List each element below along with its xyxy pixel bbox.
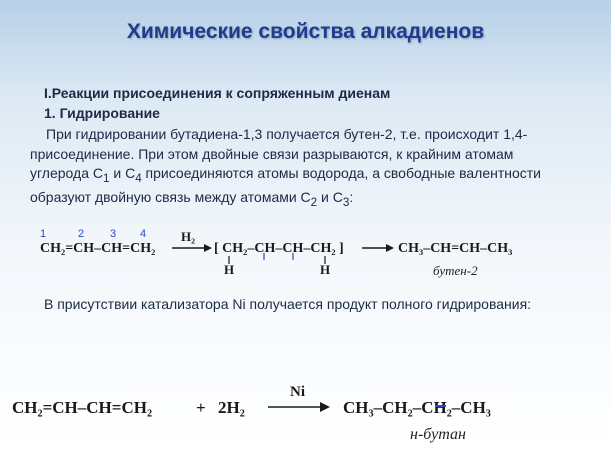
eq2-product-name: н-бутан [410, 426, 466, 443]
eq1-intermediate: [ CH₂–CH–CH–CH₂ ] [214, 241, 344, 256]
paragraph-line-3: углерода $С_1$ и $С_4$ присоединяются атомы водорода, а свободные валентности [30, 165, 541, 185]
carbon-number-4: 4 [140, 228, 147, 240]
eq1-arrow-2-head [386, 244, 394, 252]
equation-1 [40, 228, 512, 278]
eq1-reactant: CH₂=CH–CH=CH₂ [40, 241, 156, 256]
eq2-catalyst: Ni [290, 384, 305, 400]
eq1-product: CH₃–CH=CH–CH₃ [398, 241, 513, 256]
eq2-plus: + [196, 398, 206, 417]
catalyst-sentence: В присутствии катализатора Ni получается продукт полного гидрирования: [44, 296, 532, 312]
section-heading: I.Реакции присоединения к сопряженным диенам [44, 85, 391, 101]
paragraph-line-4: образуют двойную связь между атомами $С_2$ и $С_3$: [30, 189, 354, 210]
paragraph-line-1: При гидрировании бутадиена-1,3 получается бутен-2, т.е. происходит 1,4- [46, 126, 528, 142]
eq2-reagent: 2H₂ [218, 398, 245, 417]
eq2-arrow-head [320, 402, 330, 412]
eq2-product: CH₃–CH₂–CH₂–CH₃ [343, 398, 491, 417]
eq1-h-left: H [224, 262, 235, 277]
eq1-reagent: H₂ [181, 229, 196, 244]
carbon-number-3: 3 [110, 228, 117, 240]
carbon-number-2: 2 [78, 228, 85, 240]
eq1-h-right: H [320, 262, 331, 277]
eq1-arrow-1-head [204, 244, 212, 252]
eq2-reactant: CH₂=CH–CH=CH₂ [12, 398, 153, 417]
paragraph-line-2: присоединение. При этом двойные связи разрываются, к крайним атомам [30, 145, 514, 162]
eq1-product-name: бутен-2 [433, 263, 478, 278]
equation-2 [12, 384, 491, 443]
carbon-number-1: 1 [40, 228, 47, 240]
slide-title: Химические свойства алкадиенов [126, 20, 485, 43]
subsection-heading: 1. Гидрирование [44, 105, 160, 121]
